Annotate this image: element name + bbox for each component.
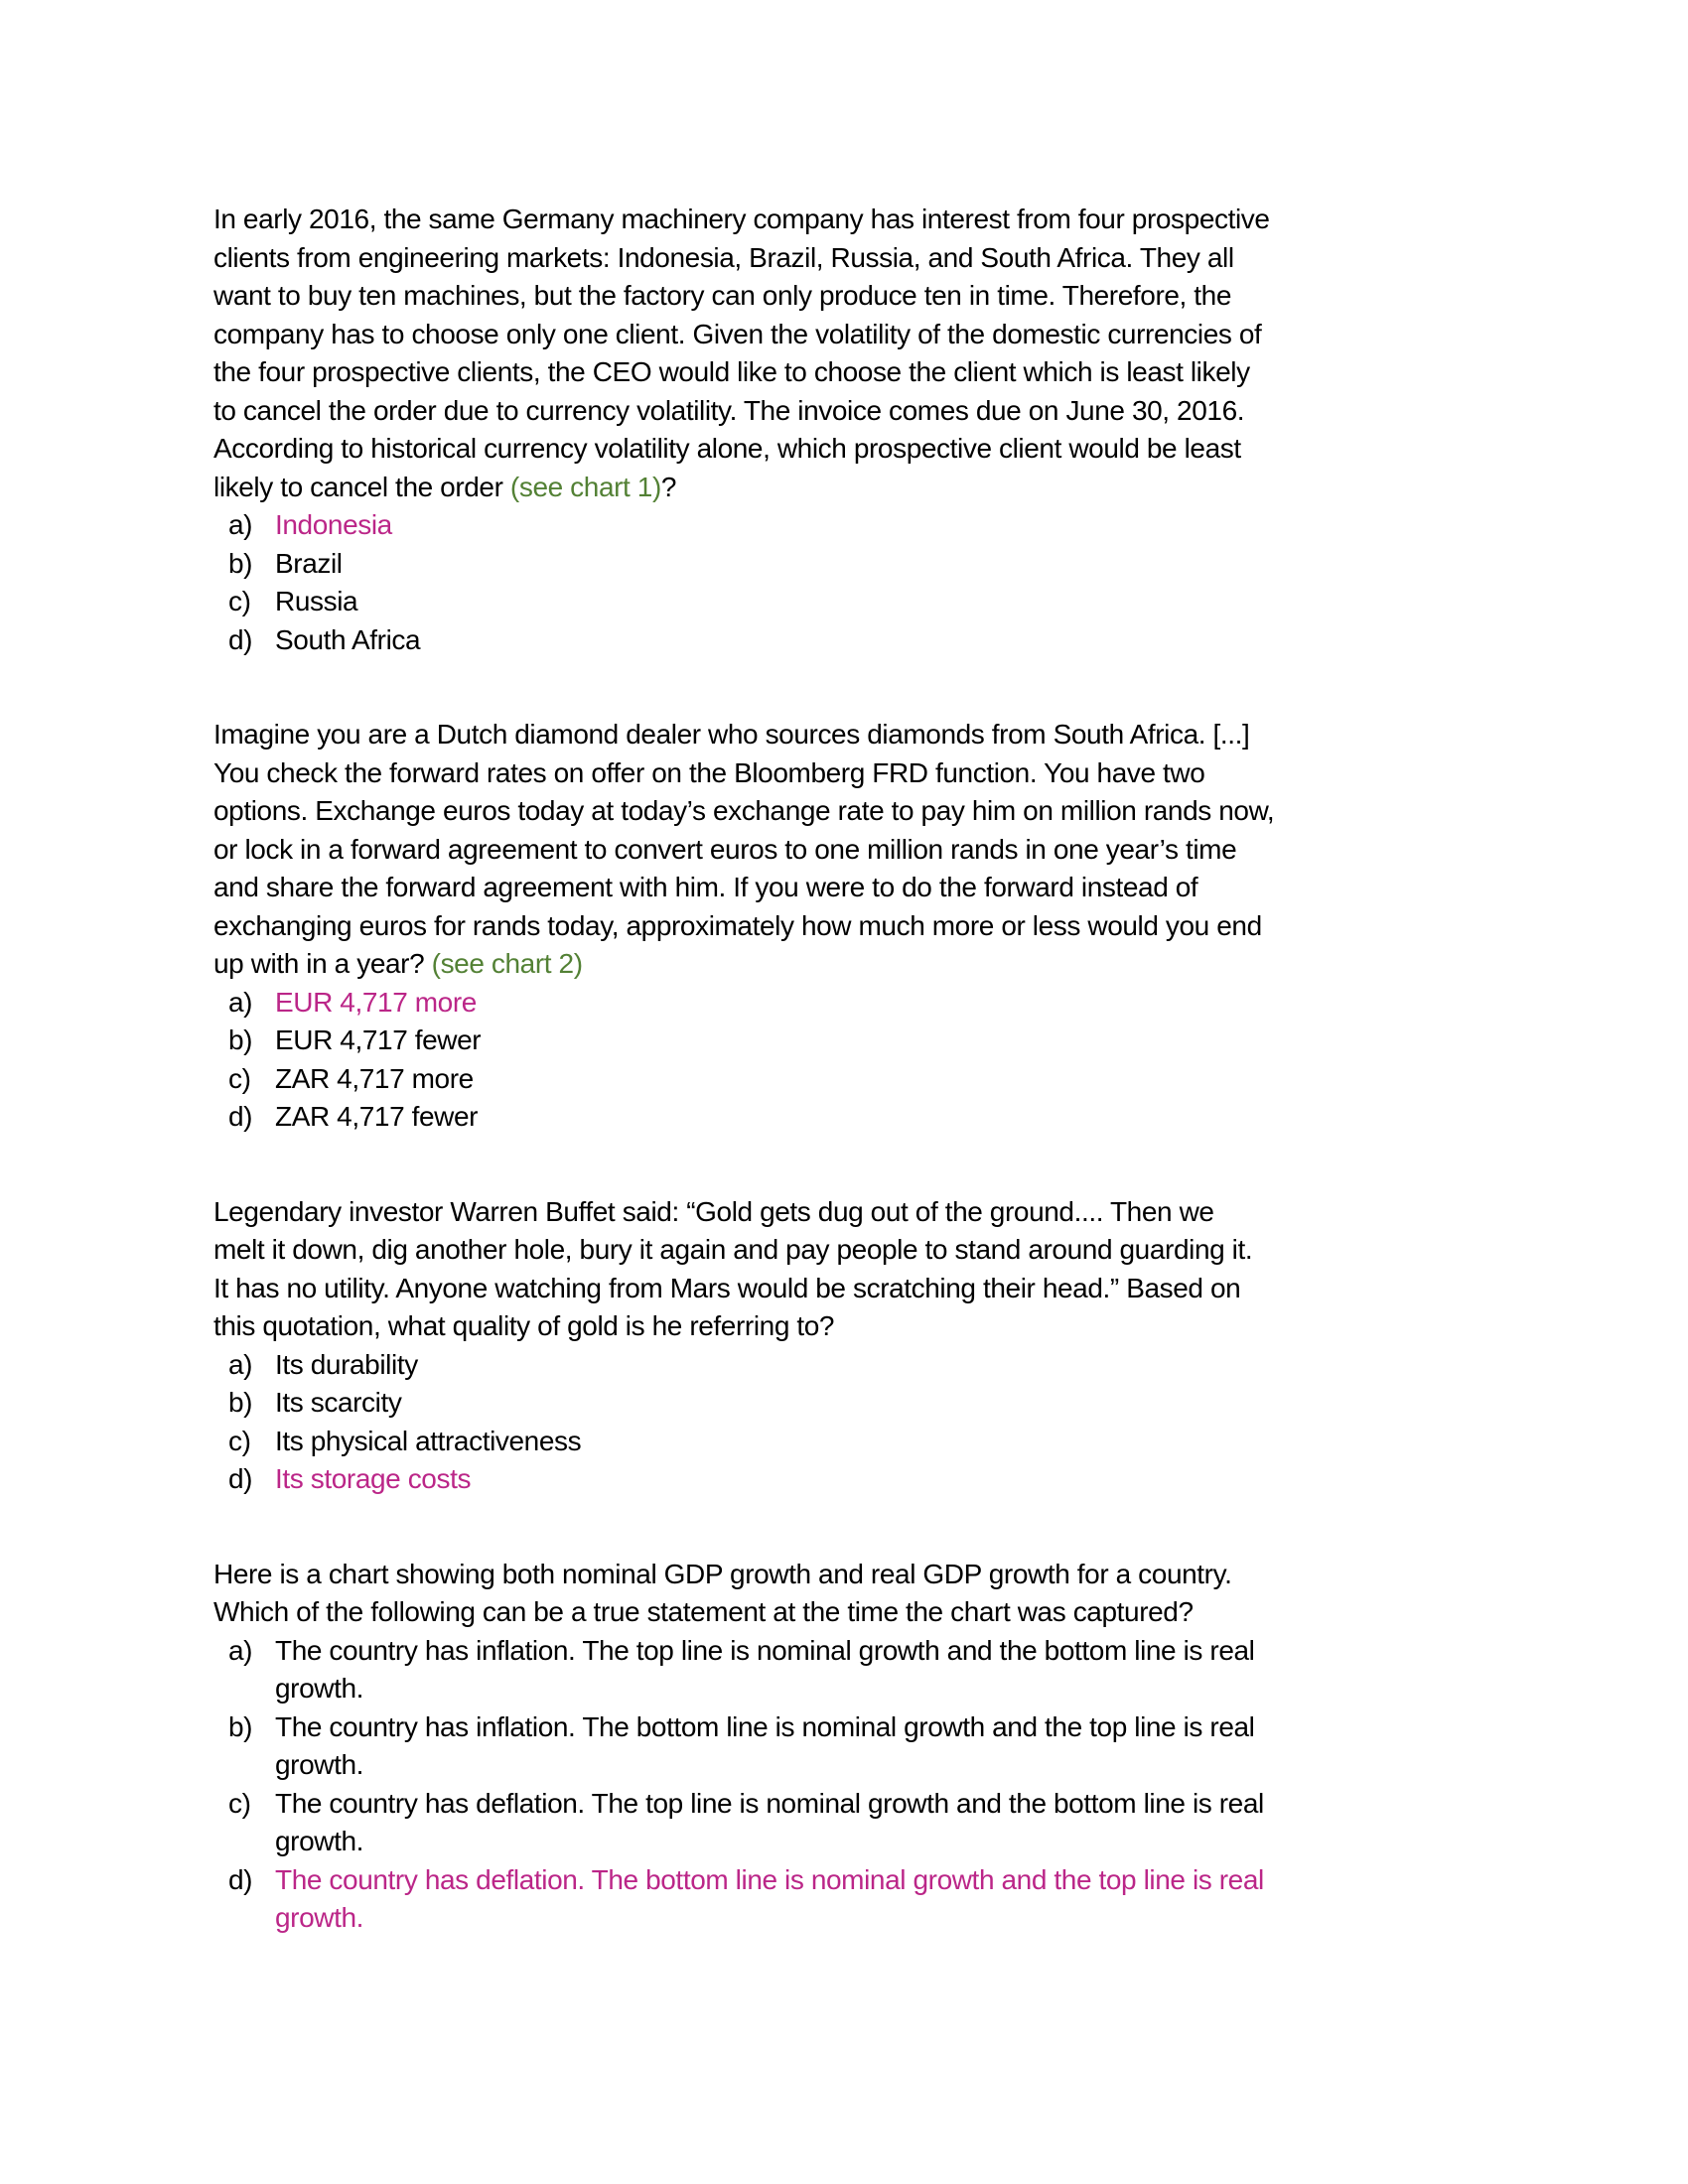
question-4-text — [213, 1556, 1504, 1632]
question-1-text — [213, 201, 1504, 506]
option-a — [213, 1632, 1504, 1708]
text-line: According to historical currency volatility alone, which prospective client would be least — [213, 433, 1241, 464]
text-segment: ? — [660, 471, 677, 502]
text-segment: likely to cancel the order — [213, 471, 510, 502]
option-label: EUR 4,717 fewer — [275, 1024, 482, 1055]
document-content — [213, 201, 1504, 1938]
question-3 — [213, 1193, 1504, 1499]
chart-1-link: (see chart 1) — [509, 471, 661, 502]
option-label: Brazil — [275, 547, 343, 579]
text-line: to cancel the order due to currency volatility. The invoice comes due on June 30, 2016. — [213, 394, 1245, 426]
option-letter: c) — [228, 586, 251, 616]
text-line: company has to choose only one client. Given the volatility of the domestic currencies of — [213, 318, 1262, 349]
option-a — [213, 1346, 1504, 1385]
option-line: The country has deflation. The bottom line is nominal growth and the top line is real — [275, 1863, 1264, 1895]
option-label: ZAR 4,717 fewer — [275, 1101, 479, 1132]
option-d — [213, 1460, 1504, 1499]
text-line: this quotation, what quality of gold is he referring to? — [213, 1310, 835, 1341]
text-line: You check the forward rates on offer on the Bloomberg FRD function. You have two — [213, 756, 1205, 788]
option-b — [213, 1022, 1504, 1060]
text-line: Which of the following can be a true statement at the time the chart was captured? — [213, 1596, 1194, 1627]
chart-2-link: (see chart 2) — [431, 948, 583, 979]
option-letter: b) — [228, 547, 253, 579]
text-line: want to buy ten machines, but the factory can only produce ten in time. Therefore, the — [213, 280, 1232, 311]
text-line — [213, 469, 1504, 507]
option-letter: b) — [228, 1387, 253, 1418]
option-a — [213, 984, 1504, 1023]
text-line: In early 2016, the same Germany machinery company has interest from four prospective — [213, 204, 1270, 234]
option-label: Its durability — [275, 1348, 418, 1380]
option-letter: c) — [228, 1062, 251, 1094]
question-2 — [213, 716, 1504, 1137]
option-letter: d) — [228, 1463, 253, 1494]
option-letter: c) — [228, 1787, 251, 1819]
text-line: or lock in a forward agreement to convert euros to one million rands in one year’s time — [213, 833, 1237, 865]
text-line: Legendary investor Warren Buffet said: “Gold gets dug out of the ground.... Then we — [213, 1195, 1214, 1227]
option-d — [213, 1861, 1504, 1938]
option-label: Russia — [275, 586, 358, 616]
option-label — [275, 1785, 1264, 1861]
option-letter: a) — [228, 509, 253, 540]
option-b — [213, 1708, 1504, 1785]
option-letter: c) — [228, 1425, 251, 1456]
option-b — [213, 545, 1504, 584]
question-3-text — [213, 1193, 1504, 1346]
option-label: Its storage costs — [275, 1463, 472, 1494]
option-line: growth. — [275, 1673, 364, 1704]
option-letter: b) — [228, 1710, 253, 1742]
option-label — [275, 1861, 1264, 1938]
option-d — [213, 1098, 1504, 1137]
question-4-options — [213, 1632, 1504, 1938]
option-line: growth. — [275, 1826, 364, 1856]
option-line: growth. — [275, 1749, 364, 1780]
text-line: Here is a chart showing both nominal GDP growth and real GDP growth for a country. — [213, 1558, 1232, 1589]
text-line: and share the forward agreement with him. If you were to do the forward instead of — [213, 872, 1198, 902]
option-c — [213, 1785, 1504, 1861]
option-line: The country has inflation. The bottom line is nominal growth and the top line is real — [275, 1710, 1255, 1742]
option-d — [213, 621, 1504, 660]
text-line: clients from engineering markets: Indonesia, Brazil, Russia, and South Africa. They all — [213, 241, 1234, 273]
option-label: ZAR 4,717 more — [275, 1062, 474, 1094]
text-line: Imagine you are a Dutch diamond dealer who sources diamonds from South Africa. [...] — [213, 719, 1250, 750]
text-line: options. Exchange euros today at today’s exchange rate to pay him on million rands now, — [213, 795, 1275, 826]
text-line: It has no utility. Anyone watching from Mars would be scratching their head.” Based on — [213, 1272, 1241, 1303]
text-line: the four prospective clients, the CEO would like to choose the client which is least likely — [213, 356, 1250, 387]
text-segment: up with in a year? — [213, 948, 432, 979]
question-4 — [213, 1556, 1504, 1938]
option-line: The country has inflation. The top line is nominal growth and the bottom line is real — [275, 1634, 1255, 1666]
option-b — [213, 1384, 1504, 1423]
option-letter: a) — [228, 986, 253, 1018]
option-c — [213, 1423, 1504, 1461]
option-label: South Africa — [275, 623, 421, 655]
option-label — [275, 1632, 1255, 1708]
option-letter: d) — [228, 1863, 253, 1895]
option-c — [213, 583, 1504, 621]
option-label: Its physical attractiveness — [275, 1425, 582, 1456]
option-c — [213, 1060, 1504, 1099]
option-line: growth. — [275, 1902, 364, 1933]
text-line — [213, 945, 1504, 984]
option-a — [213, 506, 1504, 545]
question-2-options — [213, 984, 1504, 1137]
question-3-options — [213, 1346, 1504, 1499]
question-1-options — [213, 506, 1504, 659]
option-letter: a) — [228, 1634, 253, 1666]
option-letter: b) — [228, 1024, 253, 1055]
option-label — [275, 1708, 1255, 1785]
option-letter: d) — [228, 623, 253, 655]
option-label: EUR 4,717 more — [275, 986, 477, 1018]
question-2-text — [213, 716, 1504, 984]
option-line: The country has deflation. The top line is nominal growth and the bottom line is real — [275, 1787, 1264, 1819]
text-line: exchanging euros for rands today, approximately how much more or less would you end — [213, 909, 1262, 941]
option-letter: a) — [228, 1348, 253, 1380]
text-line: melt it down, dig another hole, bury it again and pay people to stand around guarding it. — [213, 1234, 1253, 1265]
option-label: Indonesia — [275, 509, 392, 540]
option-label: Its scarcity — [275, 1387, 402, 1418]
option-letter: d) — [228, 1101, 253, 1132]
question-1 — [213, 201, 1504, 659]
